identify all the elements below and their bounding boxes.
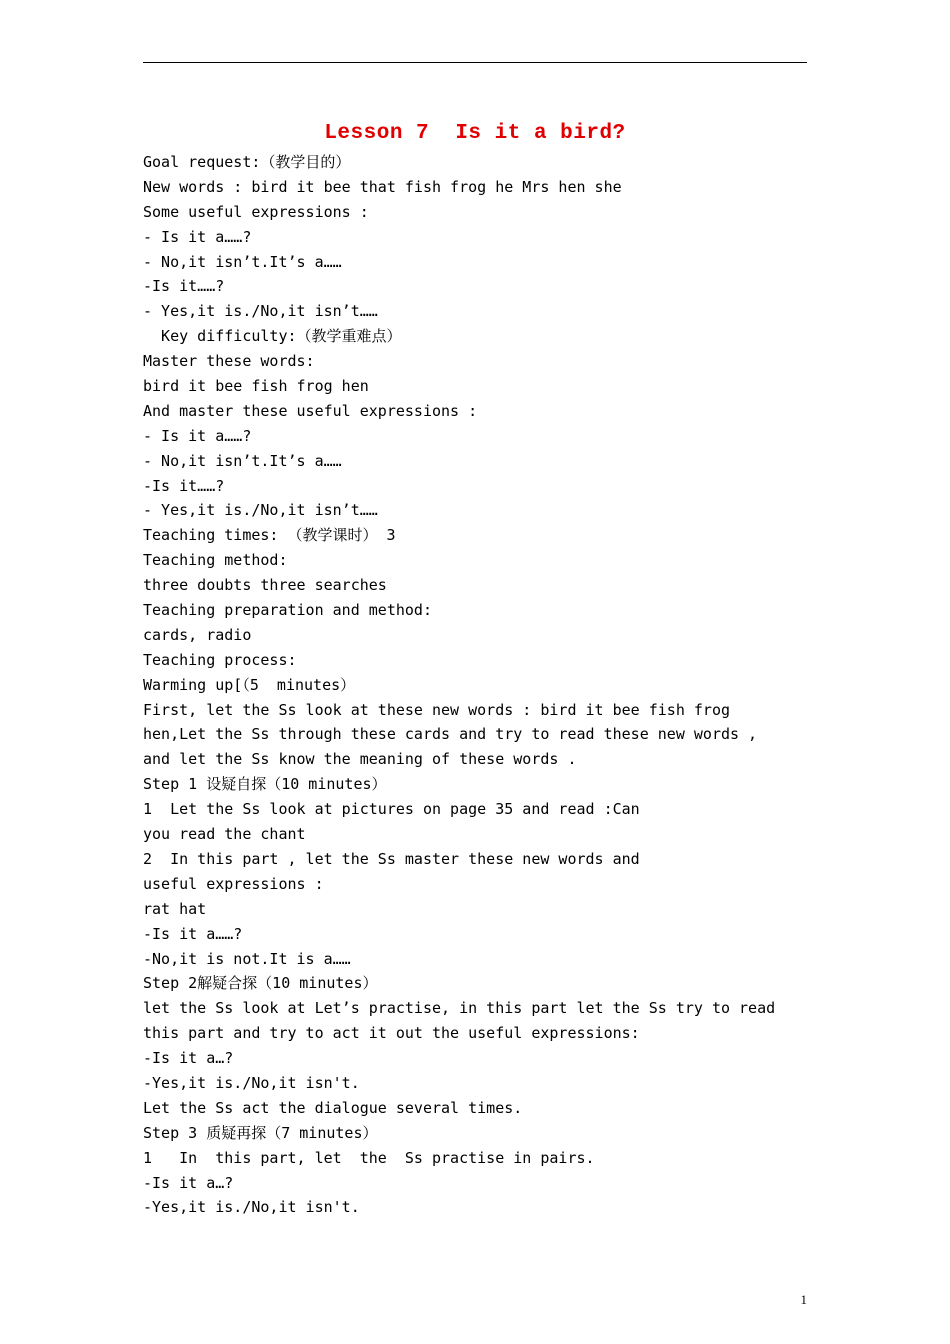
- body-line: let the Ss look at Let’s practise, in this part let the Ss try to read: [143, 999, 776, 1018]
- body-line: 1 In this part, let the Ss practise in pairs.: [143, 1148, 595, 1167]
- body-line: Step 2解疑合探（10 minutes）: [143, 974, 378, 993]
- body-line: - Is it a……?: [143, 426, 252, 445]
- body-line: Step 3 质疑再探（7 minutes）: [143, 1123, 378, 1142]
- body-line: -No,it is not.It is a……: [143, 949, 351, 968]
- body-line: -Is it……?: [143, 277, 225, 296]
- body-line: - Yes,it is./No,it isn’t……: [143, 302, 378, 321]
- body-line: - Yes,it is./No,it isn’t……: [143, 501, 378, 520]
- body-line: Master these words:: [143, 352, 315, 371]
- body-line: Teaching process:: [143, 650, 297, 669]
- body-line: -Yes,it is./No,it isn't.: [143, 1198, 360, 1217]
- lesson-body: [143, 150, 793, 1220]
- body-line: and let the Ss know the meaning of these words .: [143, 750, 577, 769]
- body-line: 2 In this part , let the Ss master these new words and: [143, 849, 640, 868]
- page-number: 1: [800, 1292, 807, 1307]
- body-line: - No,it isn’t.It’s a……: [143, 451, 342, 470]
- body-line: -Is it a…?: [143, 1173, 234, 1192]
- body-line: this part and try to act it out the useful expressions:: [143, 1024, 640, 1043]
- lesson-title: Lesson 7 Is it a bird?: [324, 122, 626, 145]
- body-line: -Is it a…?: [143, 1049, 234, 1068]
- body-line: rat hat: [143, 899, 207, 918]
- body-line: Teaching times: （教学课时） 3: [143, 526, 396, 545]
- body-line: - Is it a……?: [143, 227, 252, 246]
- body-line: -Yes,it is./No,it isn't.: [143, 1073, 360, 1092]
- body-line: three doubts three searches: [143, 576, 387, 595]
- body-line: you read the chant: [143, 825, 306, 844]
- body-line: - No,it isn’t.It’s a……: [143, 252, 342, 271]
- body-line: hen,Let the Ss through these cards and try to read these new words ,: [143, 725, 758, 744]
- body-line: useful expressions :: [143, 874, 324, 893]
- body-line: Step 1 设疑自探（10 minutes）: [143, 775, 387, 794]
- body-line: Let the Ss act the dialogue several times.: [143, 1098, 523, 1117]
- body-line: And master these useful expressions :: [143, 401, 478, 420]
- body-line: Teaching method:: [143, 551, 288, 570]
- body-line: 1 Let the Ss look at pictures on page 35 and read :Can: [143, 800, 640, 819]
- header-rule: [143, 62, 807, 63]
- body-line: New words : bird it bee that fish frog he Mrs hen she: [143, 177, 622, 196]
- body-line: -Is it……?: [143, 476, 225, 495]
- body-line: Key difficulty:（教学重难点）: [143, 327, 402, 346]
- body-line: -Is it a……?: [143, 924, 243, 943]
- body-line: Teaching preparation and method:: [143, 601, 432, 620]
- body-line: Some useful expressions :: [143, 202, 369, 221]
- body-line: Warming up[（5 minutes）: [143, 675, 356, 694]
- body-line: First, let the Ss look at these new words : bird it bee fish frog: [143, 700, 730, 719]
- body-line: cards, radio: [143, 625, 252, 644]
- body-line: Goal request:（教学目的）: [143, 153, 351, 171]
- body-line: bird it bee fish frog hen: [143, 377, 369, 396]
